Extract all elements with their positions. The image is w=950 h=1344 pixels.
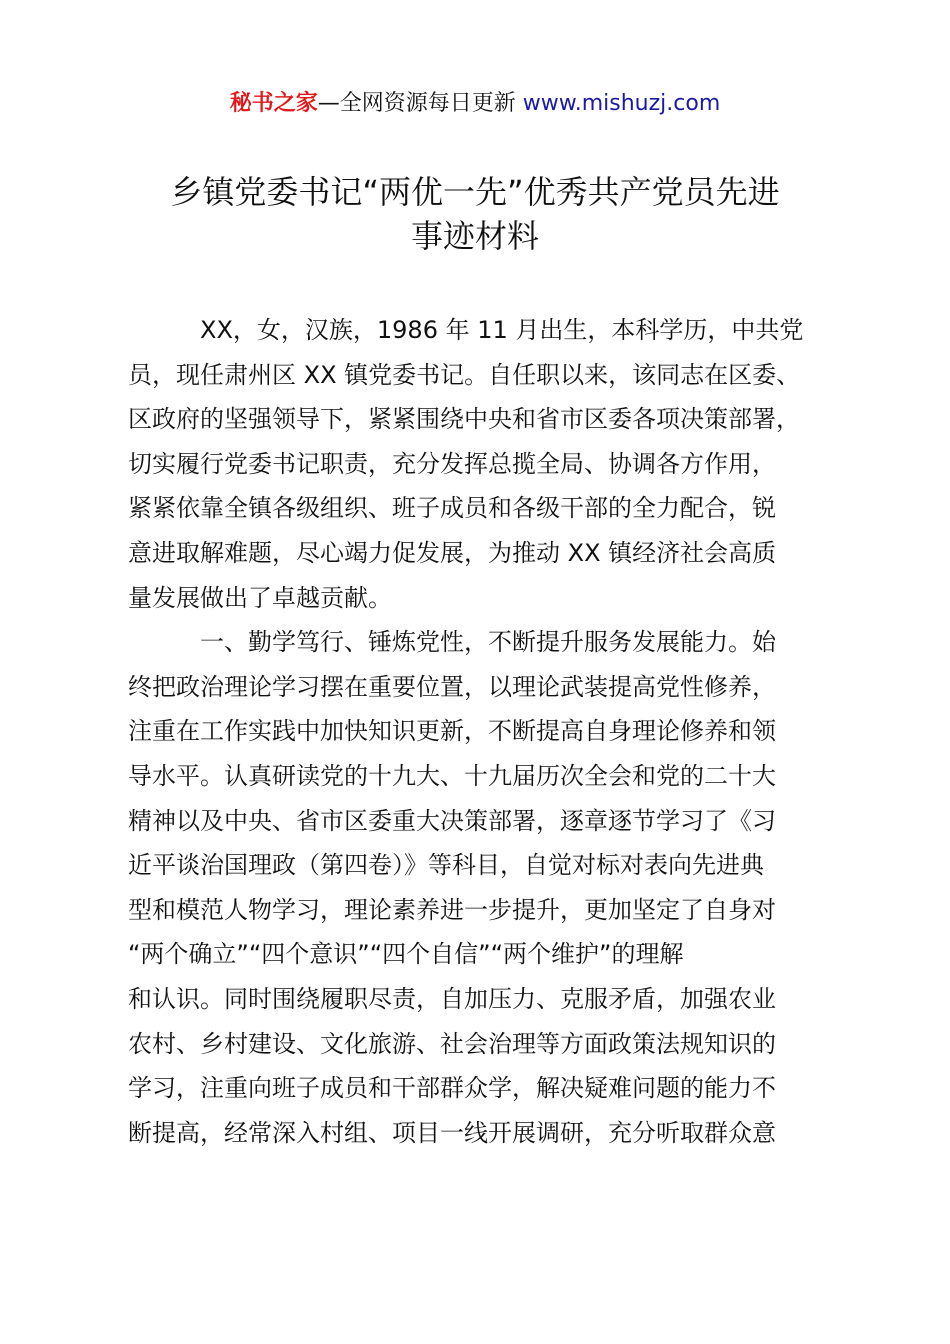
document-title [110, 170, 840, 258]
text-line: 意进取解难题，尽心竭力促发展，为推动 XX 镇经济社会高质 [128, 538, 777, 567]
text-line: 和认识。同时围绕履职尽责，自加压力、克服矛盾，加强农业 [128, 984, 776, 1013]
text-line: 断提高，经常深入村组、项目一线开展调研，充分听取群众意 [128, 1118, 776, 1147]
text-line: 注重在工作实践中加快知识更新，不断提高自身理论修养和领 [128, 717, 776, 746]
paragraph-intro [128, 308, 838, 620]
site-tagline: —全网资源每日更新 [317, 91, 523, 116]
text-line: 紧紧依靠全镇各级组织、班子成员和各级干部的全力配合，锐 [128, 494, 776, 523]
text-line: 近平谈治国理政（第四卷）》等科目，自觉对标对表向先进典 [128, 851, 764, 880]
site-brand: 秘书之家 [229, 91, 318, 116]
text-line: 区政府的坚强领导下，紧紧围绕中央和省市区委各项决策部署， [128, 405, 800, 434]
text-line: 农村、乡村建设、文化旅游、社会治理等方面政策法规知识的 [128, 1029, 776, 1058]
document-body [128, 308, 838, 1155]
text-line: “两个确立”“四个意识”“四个自信”“两个维护”的理解 [128, 940, 684, 969]
text-line: 型和模范人物学习，理论素养进一步提升，更加坚定了自身对 [128, 895, 776, 924]
text-line: 精神以及中央、省市区委重大决策部署，逐章逐节学习了《习 [128, 806, 776, 835]
text-line: 员，现任肃州区 XX 镇党委书记。自任职以来，该同志在区委、 [128, 360, 801, 389]
title-line: 事迹材料 [410, 217, 539, 255]
text-line: 量发展做出了卓越贡献。 [128, 583, 392, 612]
site-url[interactable]: www.mishuzj.com [522, 91, 721, 116]
text-line: 学习，注重向班子成员和干部群众学，解决疑难问题的能力不 [128, 1074, 776, 1103]
site-header [0, 88, 950, 120]
text-line: XX，女，汉族，1986 年 11 月出生，本科学历，中共党 [200, 316, 804, 344]
text-line: 导水平。认真研读党的十九大、十九届历次全会和党的二十大 [128, 761, 776, 790]
text-line: 终把政治理论学习摆在重要位置，以理论武装提高党性修养， [128, 672, 776, 701]
text-line: 一、勤学笃行、锤炼党性，不断提升服务发展能力。始 [200, 628, 776, 657]
text-line: 切实履行党委书记职责，充分发挥总揽全局、协调各方作用， [128, 449, 776, 478]
title-line: 乡镇党委书记“两优一先”优秀共产党员先进 [170, 173, 780, 211]
paragraph-section-one [128, 620, 838, 1155]
